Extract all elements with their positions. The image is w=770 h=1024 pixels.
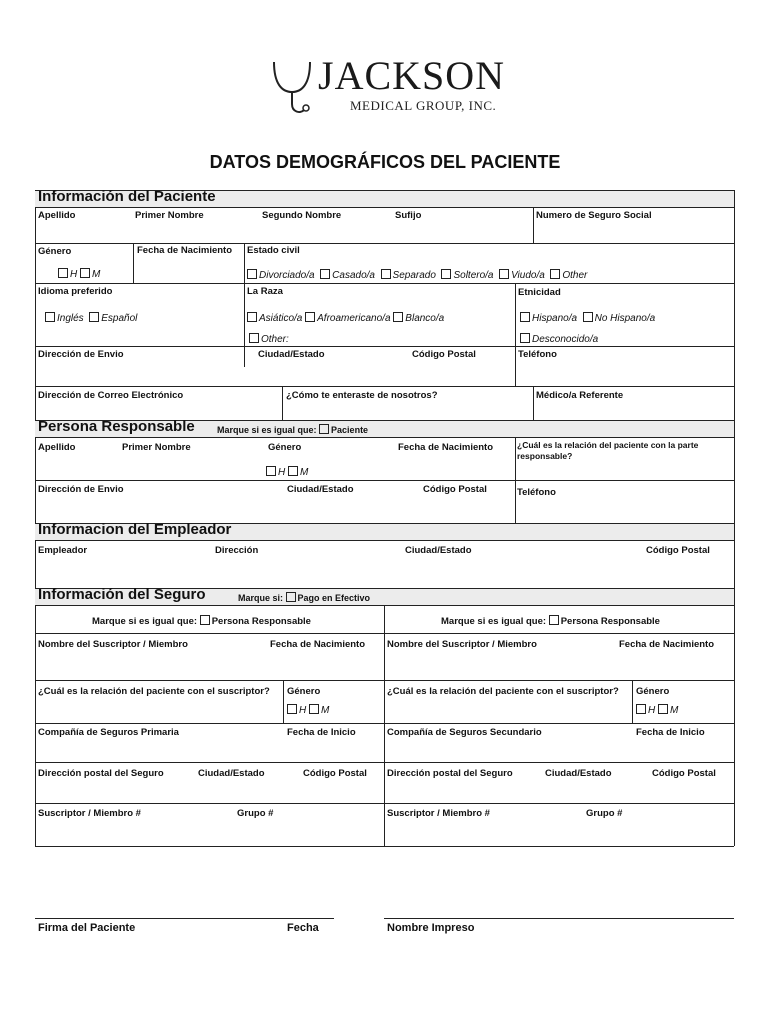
patient-idioma-options[interactable]: Inglés Español xyxy=(45,312,137,324)
checkbox-viudo[interactable] xyxy=(499,269,509,279)
resp-telefono-label: Teléfono xyxy=(517,487,556,498)
ins-inicio-label-2: Fecha de Inicio xyxy=(636,727,705,738)
ins-genero-options-2[interactable]: H M xyxy=(636,704,678,716)
divider xyxy=(384,605,385,846)
checkbox-m[interactable] xyxy=(658,704,668,714)
ins-genero-label-1: Género xyxy=(287,686,321,697)
checkbox-m[interactable] xyxy=(80,268,90,278)
frame-left xyxy=(35,190,36,846)
patient-segundo-label: Segundo Nombre xyxy=(262,210,342,221)
ins-inicio-label-1: Fecha de Inicio xyxy=(287,727,356,738)
divider xyxy=(35,283,734,284)
employer-direccion-label: Dirección xyxy=(215,545,259,556)
checkbox-casado[interactable] xyxy=(320,269,330,279)
divider xyxy=(35,346,734,347)
patient-ciudad-label: Ciudad/Estado xyxy=(258,349,325,360)
checkbox-other[interactable] xyxy=(550,269,560,279)
ins-grupo-label-2: Grupo # xyxy=(586,808,623,819)
patient-apellido-label: Apellido xyxy=(38,210,76,221)
ins-compania1-label: Compañía de Seguros Primaria xyxy=(38,727,179,738)
frame-bottom xyxy=(35,846,734,847)
ins-postal-label-1: Código Postal xyxy=(303,768,367,779)
signature-line[interactable] xyxy=(35,918,334,919)
responsible-marque[interactable]: Marque si es igual que: Paciente xyxy=(217,425,369,435)
patient-genero-options[interactable]: H M xyxy=(58,268,100,280)
divider xyxy=(133,243,134,283)
checkbox-m[interactable] xyxy=(309,704,319,714)
employer-heading: Informacion del Empleador xyxy=(38,521,232,538)
ins-dir-label-2: Dirección postal del Seguro xyxy=(387,768,513,779)
checkbox-afro[interactable] xyxy=(305,312,315,322)
divider xyxy=(283,680,284,723)
ins-suscriptor-label-2: Nombre del Suscriptor / Miembro xyxy=(387,639,537,650)
nombre-label: Nombre Impreso xyxy=(387,922,475,934)
divider xyxy=(244,243,245,367)
patient-primer-label: Primer Nombre xyxy=(135,210,204,221)
resp-ciudad-label: Ciudad/Estado xyxy=(287,484,354,495)
ins-compania2-label: Compañía de Seguros Secundario xyxy=(387,727,542,738)
divider xyxy=(35,723,734,724)
ins-ciudad-label-2: Ciudad/Estado xyxy=(545,768,612,779)
insurance-heading: Información del Seguro xyxy=(38,586,206,603)
ins-postal-label-2: Código Postal xyxy=(652,768,716,779)
checkbox-soltero[interactable] xyxy=(441,269,451,279)
checkbox-responsable-2[interactable] xyxy=(549,615,559,625)
divider xyxy=(35,803,734,804)
patient-heading: Información del Paciente xyxy=(38,188,216,205)
stethoscope-icon xyxy=(270,58,318,118)
printed-name-line[interactable] xyxy=(384,918,734,919)
logo-name: JACKSON xyxy=(318,53,506,98)
checkbox-hispano[interactable] xyxy=(520,312,530,322)
patient-postal-label: Código Postal xyxy=(412,349,476,360)
patient-ssn-label: Numero de Seguro Social xyxy=(536,210,652,221)
checkbox-m[interactable] xyxy=(288,466,298,476)
insurance-marque[interactable]: Marque si: Pago en Efectivo xyxy=(238,593,371,603)
resp-genero-label: Género xyxy=(268,442,302,453)
checkbox-paciente[interactable] xyxy=(319,424,329,434)
employer-empleador-label: Empleador xyxy=(38,545,88,556)
resp-direccion-label: Dirección de Envio xyxy=(38,484,124,495)
patient-civil-label: Estado civil xyxy=(247,245,300,256)
patient-direccion-label: Dirección de Envio xyxy=(38,349,124,360)
responsible-heading: Persona Responsable xyxy=(38,418,195,435)
checkbox-no-hispano[interactable] xyxy=(583,312,593,322)
ins-relacion-label-2: ¿Cuál es la relación del paciente con el suscriptor? xyxy=(387,686,619,697)
checkbox-h[interactable] xyxy=(636,704,646,714)
frame-right xyxy=(734,190,735,846)
patient-email-label: Dirección de Correo Electrónico xyxy=(38,390,184,401)
insurance-igual-left[interactable]: Marque si es igual que: Persona Responsable xyxy=(92,616,311,627)
fecha-label: Fecha xyxy=(287,922,319,934)
patient-raza-other[interactable]: Other: xyxy=(249,333,289,345)
ins-fecha-label-1: Fecha de Nacimiento xyxy=(270,639,366,650)
patient-como-label: ¿Cómo te enteraste de nosotros? xyxy=(286,390,438,401)
ins-genero-label-2: Género xyxy=(636,686,670,697)
resp-postal-label: Código Postal xyxy=(423,484,487,495)
divider xyxy=(35,386,734,387)
checkbox-blanco[interactable] xyxy=(393,312,403,322)
resp-relacion-label: ¿Cuál es la relación del paciente con la parte responsable? xyxy=(517,440,699,461)
ins-ciudad-label-1: Ciudad/Estado xyxy=(198,768,265,779)
checkbox-ingles[interactable] xyxy=(45,312,55,322)
ins-genero-options-1[interactable]: H M xyxy=(287,704,329,716)
ins-fecha-label-2: Fecha de Nacimiento xyxy=(619,639,715,650)
checkbox-separado[interactable] xyxy=(381,269,391,279)
divider xyxy=(533,386,534,420)
patient-fecha-label: Fecha de Nacimiento xyxy=(137,245,233,256)
divider xyxy=(35,680,734,681)
resp-primer-label: Primer Nombre xyxy=(122,442,191,453)
divider xyxy=(515,283,516,387)
patient-civil-options[interactable]: Divorciado/a Casado/a Separado Soltero/a Viudo/a Other xyxy=(247,269,587,281)
divider xyxy=(35,762,734,763)
ins-relacion-label-1: ¿Cuál es la relación del paciente con el suscriptor? xyxy=(38,686,270,697)
divider xyxy=(632,680,633,723)
checkbox-raza-other[interactable] xyxy=(249,333,259,343)
patient-idioma-label: Idioma preferido xyxy=(38,286,113,297)
employer-postal-label: Código Postal xyxy=(646,545,710,556)
patient-etnicidad-label: Etnicidad xyxy=(518,287,561,298)
checkbox-espanol[interactable] xyxy=(89,312,99,322)
divider xyxy=(282,386,283,420)
ins-miembro-label-2: Suscriptor / Miembro # xyxy=(387,808,490,819)
firma-label: Firma del Paciente xyxy=(38,922,136,934)
patient-etnia-options[interactable]: Hispano/a No Hispano/a xyxy=(520,312,655,324)
checkbox-asiatico[interactable] xyxy=(247,312,257,322)
patient-etnia-other[interactable]: Desconocido/a xyxy=(520,333,598,345)
ins-suscriptor-label-1: Nombre del Suscriptor / Miembro xyxy=(38,639,188,650)
ins-dir-label-1: Dirección postal del Seguro xyxy=(38,768,164,779)
patient-medico-label: Médico/a Referente xyxy=(536,390,624,401)
divider xyxy=(35,243,734,244)
resp-fecha-label: Fecha de Nacimiento xyxy=(398,442,494,453)
resp-genero-options[interactable]: H M xyxy=(266,466,308,478)
patient-telefono-label: Teléfono xyxy=(518,349,557,360)
checkbox-efectivo[interactable] xyxy=(286,592,296,602)
patient-sufijo-label: Sufijo xyxy=(395,210,422,221)
checkbox-desconocido[interactable] xyxy=(520,333,530,343)
insurance-igual-right[interactable]: Marque si es igual que: Persona Responsable xyxy=(441,616,660,627)
checkbox-h[interactable] xyxy=(287,704,297,714)
patient-raza-options[interactable]: Asiático/a Afroamericano/a Blanco/a xyxy=(247,312,444,324)
employer-ciudad-label: Ciudad/Estado xyxy=(405,545,472,556)
ins-grupo-label-1: Grupo # xyxy=(237,808,274,819)
checkbox-h[interactable] xyxy=(266,466,276,476)
ins-miembro-label-1: Suscriptor / Miembro # xyxy=(38,808,141,819)
resp-apellido-label: Apellido xyxy=(38,442,76,453)
divider xyxy=(533,207,534,243)
page-title: DATOS DEMOGRÁFICOS DEL PACIENTE xyxy=(209,152,561,172)
checkbox-h[interactable] xyxy=(58,268,68,278)
checkbox-responsable-1[interactable] xyxy=(200,615,210,625)
divider xyxy=(35,480,734,481)
logo-subtitle: MEDICAL GROUP, INC. xyxy=(350,98,497,113)
checkbox-divorciado[interactable] xyxy=(247,269,257,279)
patient-raza-label: La Raza xyxy=(247,286,283,297)
patient-genero-label: Género xyxy=(38,246,72,257)
